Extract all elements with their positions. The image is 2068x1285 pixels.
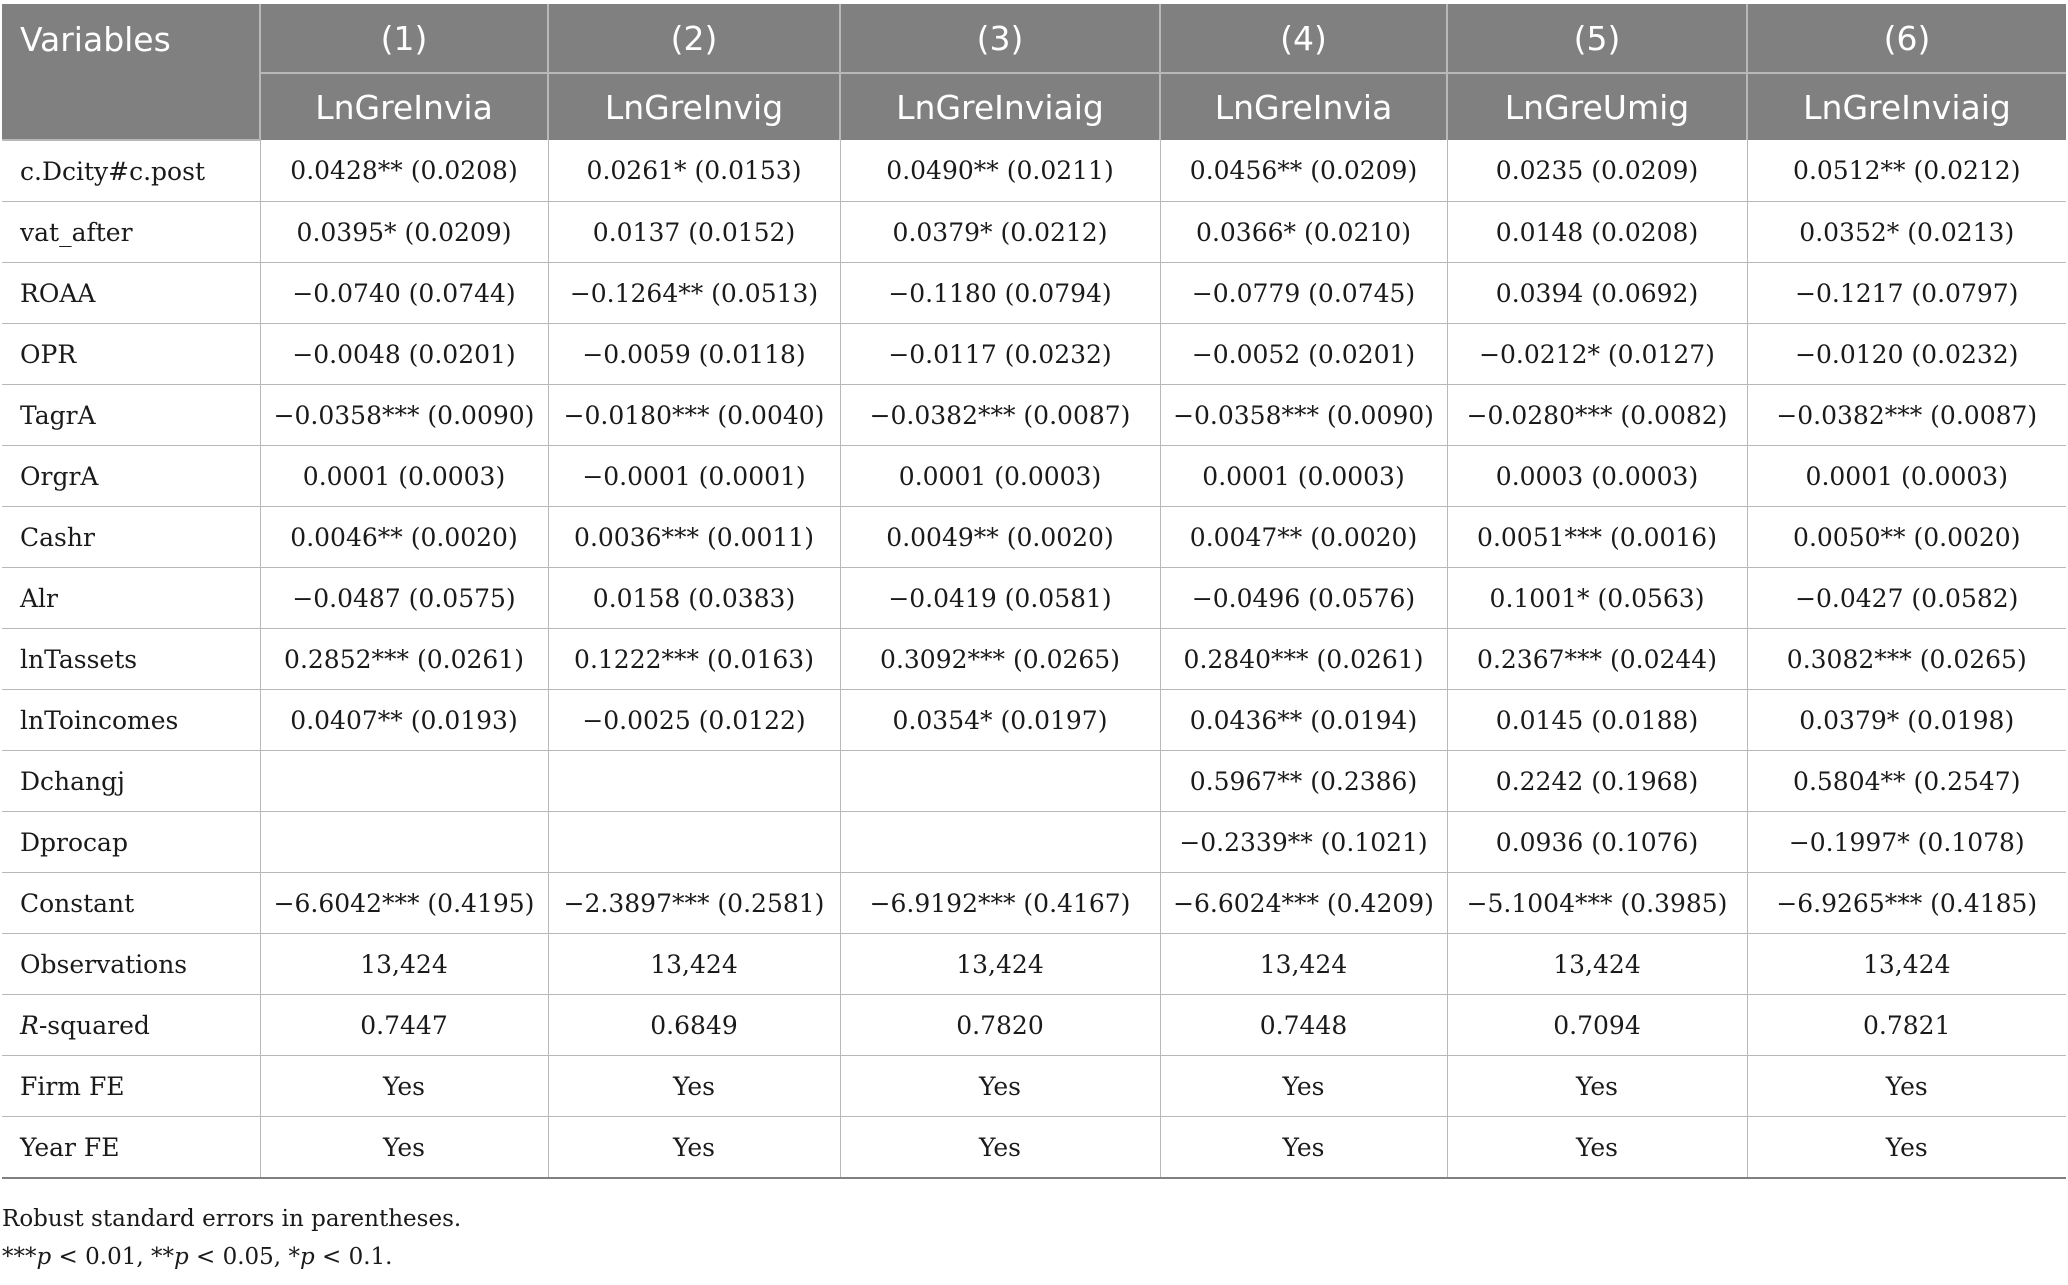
row-label: c.Dcity#c.post bbox=[2, 140, 260, 202]
sig-stars: *** bbox=[2, 1244, 37, 1270]
column-number: (2) bbox=[548, 4, 840, 73]
row-label: OrgrA bbox=[2, 446, 260, 507]
row-label: Alr bbox=[2, 568, 260, 629]
coefficient-cell: 0.0456** (0.0209) bbox=[1160, 140, 1447, 202]
coefficient-cell: −0.0048 (0.0201) bbox=[260, 324, 548, 385]
table-row bbox=[2, 934, 2066, 995]
coefficient-cell: 0.0354* (0.0197) bbox=[840, 690, 1160, 751]
coefficient-cell: −0.2339** (0.1021) bbox=[1160, 812, 1447, 873]
coefficient-cell: 0.3092*** (0.0265) bbox=[840, 629, 1160, 690]
table-row bbox=[2, 385, 2066, 446]
table-body bbox=[2, 140, 2066, 1178]
coefficient-cell bbox=[260, 751, 548, 812]
column-number: (3) bbox=[840, 4, 1160, 73]
sig-p: p bbox=[299, 1244, 315, 1270]
coefficient-cell bbox=[260, 812, 548, 873]
coefficient-cell: 13,424 bbox=[260, 934, 548, 995]
table-row bbox=[2, 995, 2066, 1056]
row-label: Dprocap bbox=[2, 812, 260, 873]
row-label: OPR bbox=[2, 324, 260, 385]
table-row bbox=[2, 751, 2066, 812]
table-row bbox=[2, 140, 2066, 202]
row-label: Cashr bbox=[2, 507, 260, 568]
coefficient-cell: Yes bbox=[840, 1056, 1160, 1117]
coefficient-cell: −0.0496 (0.0576) bbox=[1160, 568, 1447, 629]
coefficient-cell: 0.0379* (0.0198) bbox=[1747, 690, 2066, 751]
coefficient-cell: 0.0352* (0.0213) bbox=[1747, 202, 2066, 263]
coefficient-cell: −0.1997* (0.1078) bbox=[1747, 812, 2066, 873]
sig-stars: ** bbox=[150, 1244, 174, 1270]
coefficient-cell: 0.0428** (0.0208) bbox=[260, 140, 548, 202]
coefficient-cell: −0.0001 (0.0001) bbox=[548, 446, 840, 507]
dependent-variable: LnGreInvia bbox=[260, 73, 548, 140]
coefficient-cell: 0.0148 (0.0208) bbox=[1447, 202, 1747, 263]
coefficient-cell: 0.0049** (0.0020) bbox=[840, 507, 1160, 568]
sig-threshold: < 0.05, bbox=[188, 1244, 289, 1270]
coefficient-cell: −0.0180*** (0.0040) bbox=[548, 385, 840, 446]
coefficient-cell: 0.0395* (0.0209) bbox=[260, 202, 548, 263]
coefficient-cell: 0.7447 bbox=[260, 995, 548, 1056]
coefficient-cell: Yes bbox=[1747, 1117, 2066, 1179]
row-label-rest: -squared bbox=[38, 1010, 150, 1040]
coefficient-cell: 13,424 bbox=[1447, 934, 1747, 995]
coefficient-cell: 0.0145 (0.0188) bbox=[1447, 690, 1747, 751]
row-label: ROAA bbox=[2, 263, 260, 324]
coefficient-cell: Yes bbox=[260, 1117, 548, 1179]
coefficient-cell: −0.0427 (0.0582) bbox=[1747, 568, 2066, 629]
row-label: Year FE bbox=[2, 1117, 260, 1179]
coefficient-cell: 0.2367*** (0.0244) bbox=[1447, 629, 1747, 690]
sig-stars: * bbox=[288, 1244, 300, 1270]
coefficient-cell: −0.0358*** (0.0090) bbox=[1160, 385, 1447, 446]
coefficient-cell: −0.0212* (0.0127) bbox=[1447, 324, 1747, 385]
dependent-variable: LnGreUmig bbox=[1447, 73, 1747, 140]
row-label: Constant bbox=[2, 873, 260, 934]
coefficient-cell bbox=[548, 751, 840, 812]
table-row bbox=[2, 873, 2066, 934]
coefficient-cell: −6.6042*** (0.4195) bbox=[260, 873, 548, 934]
coefficient-cell: −0.0740 (0.0744) bbox=[260, 263, 548, 324]
coefficient-cell: 0.2852*** (0.0261) bbox=[260, 629, 548, 690]
coefficient-cell: −0.0358*** (0.0090) bbox=[260, 385, 548, 446]
coefficient-cell: −0.0419 (0.0581) bbox=[840, 568, 1160, 629]
coefficient-cell: 0.0137 (0.0152) bbox=[548, 202, 840, 263]
coefficient-cell: 0.0047** (0.0020) bbox=[1160, 507, 1447, 568]
row-label: TagrA bbox=[2, 385, 260, 446]
coefficient-cell: Yes bbox=[260, 1056, 548, 1117]
coefficient-cell: 0.6849 bbox=[548, 995, 840, 1056]
coefficient-cell bbox=[840, 751, 1160, 812]
coefficient-cell: 0.2242 (0.1968) bbox=[1447, 751, 1747, 812]
column-number: (1) bbox=[260, 4, 548, 73]
coefficient-cell: −5.1004*** (0.3985) bbox=[1447, 873, 1747, 934]
coefficient-cell: 0.1222*** (0.0163) bbox=[548, 629, 840, 690]
coefficient-cell: Yes bbox=[1447, 1117, 1747, 1179]
coefficient-cell: −6.9192*** (0.4167) bbox=[840, 873, 1160, 934]
coefficient-cell: 13,424 bbox=[548, 934, 840, 995]
dependent-variable: LnGreInvig bbox=[548, 73, 840, 140]
table-header bbox=[2, 4, 2066, 140]
coefficient-cell: −0.1180 (0.0794) bbox=[840, 263, 1160, 324]
row-label: Dchangj bbox=[2, 751, 260, 812]
coefficient-cell: 0.7821 bbox=[1747, 995, 2066, 1056]
row-label: lnTassets bbox=[2, 629, 260, 690]
table-row bbox=[2, 629, 2066, 690]
coefficient-cell: Yes bbox=[548, 1056, 840, 1117]
coefficient-cell: Yes bbox=[1747, 1056, 2066, 1117]
notes-line-significance bbox=[2, 1238, 461, 1276]
coefficient-cell: 0.7448 bbox=[1160, 995, 1447, 1056]
dependent-variable: LnGreInviaig bbox=[1747, 73, 2066, 140]
coefficient-cell: 0.7820 bbox=[840, 995, 1160, 1056]
table-row bbox=[2, 690, 2066, 751]
coefficient-cell: 13,424 bbox=[1747, 934, 2066, 995]
coefficient-cell: 0.0394 (0.0692) bbox=[1447, 263, 1747, 324]
coefficient-cell: −0.0779 (0.0745) bbox=[1160, 263, 1447, 324]
dependent-variable: LnGreInviaig bbox=[840, 73, 1160, 140]
column-number: (5) bbox=[1447, 4, 1747, 73]
coefficient-cell: Yes bbox=[1160, 1117, 1447, 1179]
coefficient-cell: −0.0280*** (0.0082) bbox=[1447, 385, 1747, 446]
coefficient-cell: 0.1001* (0.0563) bbox=[1447, 568, 1747, 629]
coefficient-cell: 13,424 bbox=[1160, 934, 1447, 995]
coefficient-cell: Yes bbox=[1160, 1056, 1447, 1117]
row-label bbox=[2, 995, 260, 1056]
notes-line-robust: Robust standard errors in parentheses. bbox=[2, 1206, 462, 1232]
coefficient-cell: 0.0001 (0.0003) bbox=[840, 446, 1160, 507]
coefficient-cell: 0.3082*** (0.0265) bbox=[1747, 629, 2066, 690]
coefficient-cell: Yes bbox=[1447, 1056, 1747, 1117]
coefficient-cell: 0.0051*** (0.0016) bbox=[1447, 507, 1747, 568]
table-row bbox=[2, 263, 2066, 324]
column-number: (6) bbox=[1747, 4, 2066, 73]
row-label: vat_after bbox=[2, 202, 260, 263]
table-row bbox=[2, 1117, 2066, 1179]
table-row bbox=[2, 1056, 2066, 1117]
coefficient-cell: −0.0025 (0.0122) bbox=[548, 690, 840, 751]
coefficient-cell: −0.0120 (0.0232) bbox=[1747, 324, 2066, 385]
coefficient-cell: 0.0036*** (0.0011) bbox=[548, 507, 840, 568]
coefficient-cell: −0.1217 (0.0797) bbox=[1747, 263, 2066, 324]
coefficient-cell: 0.0512** (0.0212) bbox=[1747, 140, 2066, 202]
coefficient-cell: 0.0379* (0.0212) bbox=[840, 202, 1160, 263]
coefficient-cell bbox=[840, 812, 1160, 873]
coefficient-cell: −0.0059 (0.0118) bbox=[548, 324, 840, 385]
coefficient-cell: 0.0235 (0.0209) bbox=[1447, 140, 1747, 202]
column-number: (4) bbox=[1160, 4, 1447, 73]
coefficient-cell bbox=[548, 812, 840, 873]
coefficient-cell: 0.0407** (0.0193) bbox=[260, 690, 548, 751]
row-label: Observations bbox=[2, 934, 260, 995]
coefficient-cell: Yes bbox=[548, 1117, 840, 1179]
coefficient-cell: 0.7094 bbox=[1447, 995, 1747, 1056]
row-label: lnToincomes bbox=[2, 690, 260, 751]
coefficient-cell: −0.0487 (0.0575) bbox=[260, 568, 548, 629]
coefficient-cell: −0.0382*** (0.0087) bbox=[840, 385, 1160, 446]
table-row bbox=[2, 507, 2066, 568]
sig-threshold: < 0.01, bbox=[51, 1244, 151, 1270]
table-row bbox=[2, 446, 2066, 507]
sig-p: p bbox=[173, 1244, 189, 1270]
row-label-italic: R bbox=[20, 1010, 39, 1040]
header-row-numbers bbox=[2, 4, 2066, 73]
coefficient-cell: 0.0001 (0.0003) bbox=[260, 446, 548, 507]
coefficient-cell: 0.0366* (0.0210) bbox=[1160, 202, 1447, 263]
coefficient-cell: −2.3897*** (0.2581) bbox=[548, 873, 840, 934]
header-row-dependent-vars bbox=[2, 73, 2066, 140]
regression-table bbox=[2, 4, 2066, 1179]
coefficient-cell: −6.9265*** (0.4185) bbox=[1747, 873, 2066, 934]
coefficient-cell: 0.0261* (0.0153) bbox=[548, 140, 840, 202]
coefficient-cell: −0.0117 (0.0232) bbox=[840, 324, 1160, 385]
table-notes bbox=[2, 1200, 461, 1276]
coefficient-cell: 0.0003 (0.0003) bbox=[1447, 446, 1747, 507]
coefficient-cell: −0.0382*** (0.0087) bbox=[1747, 385, 2066, 446]
coefficient-cell: Yes bbox=[840, 1117, 1160, 1179]
table-row bbox=[2, 812, 2066, 873]
sig-threshold: < 0.1. bbox=[314, 1244, 393, 1270]
coefficient-cell: −6.6024*** (0.4209) bbox=[1160, 873, 1447, 934]
coefficient-cell: 0.5804** (0.2547) bbox=[1747, 751, 2066, 812]
row-label: Firm FE bbox=[2, 1056, 260, 1117]
regression-table-container bbox=[2, 4, 2066, 1179]
coefficient-cell: 0.0436** (0.0194) bbox=[1160, 690, 1447, 751]
sig-p: p bbox=[36, 1244, 52, 1270]
coefficient-cell: 0.0001 (0.0003) bbox=[1747, 446, 2066, 507]
coefficient-cell: −0.1264** (0.0513) bbox=[548, 263, 840, 324]
variables-header: Variables bbox=[2, 4, 260, 140]
coefficient-cell: −0.0052 (0.0201) bbox=[1160, 324, 1447, 385]
table-row bbox=[2, 202, 2066, 263]
coefficient-cell: 0.0001 (0.0003) bbox=[1160, 446, 1447, 507]
table-row bbox=[2, 324, 2066, 385]
coefficient-cell: 0.0050** (0.0020) bbox=[1747, 507, 2066, 568]
coefficient-cell: 0.0490** (0.0211) bbox=[840, 140, 1160, 202]
coefficient-cell: 0.0046** (0.0020) bbox=[260, 507, 548, 568]
coefficient-cell: 0.2840*** (0.0261) bbox=[1160, 629, 1447, 690]
dependent-variable: LnGreInvia bbox=[1160, 73, 1447, 140]
coefficient-cell: 0.5967** (0.2386) bbox=[1160, 751, 1447, 812]
coefficient-cell: 0.0936 (0.1076) bbox=[1447, 812, 1747, 873]
table-row bbox=[2, 568, 2066, 629]
coefficient-cell: 0.0158 (0.0383) bbox=[548, 568, 840, 629]
coefficient-cell: 13,424 bbox=[840, 934, 1160, 995]
